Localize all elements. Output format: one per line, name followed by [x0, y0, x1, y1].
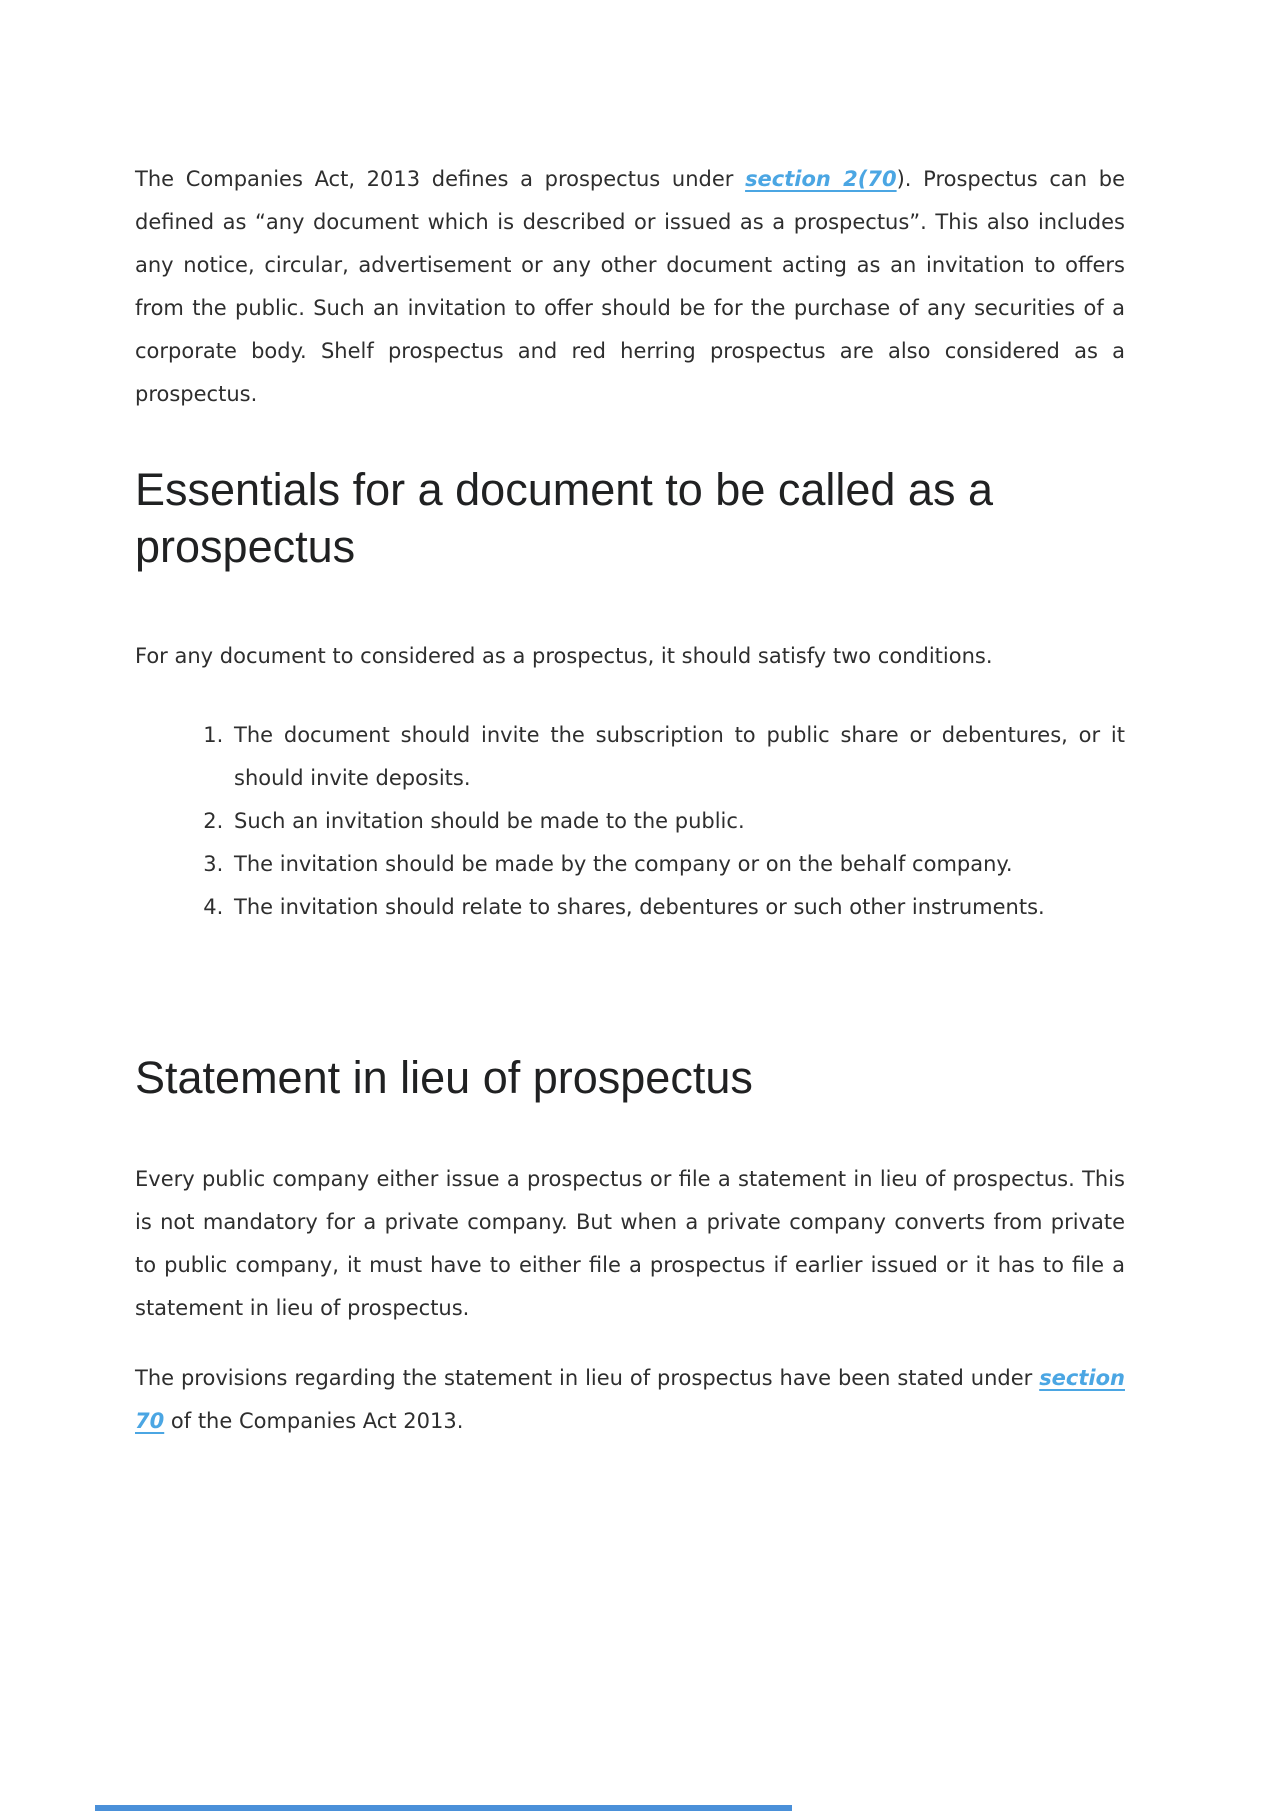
statement-paragraph: Every public company either issue a prospectus or file a statement in lieu of prospectus. This is not mandatory for a private company. But when a private company converts from private to public company, it must have to either file a prospectus if earlier issued or it has to file a statement in lieu of prospectus.: [135, 1167, 1125, 1320]
provisions-text-before-link: The provisions regarding the statement in lieu of prospectus have been stated under: [135, 1366, 1040, 1390]
section-70-link[interactable]: section 70: [135, 1366, 1125, 1433]
provisions-text-after-link: of the Companies Act 2013.: [164, 1409, 464, 1433]
condition-item-4: 4. The invitation should relate to shares, debentures or such other instruments.: [230, 886, 1125, 929]
condition-item-3: 3. The invitation should be made by the company or on the behalf company.: [230, 843, 1125, 886]
conditions-intro-paragraph: For any document to considered as a prospectus, it should satisfy two conditions.: [135, 644, 993, 668]
intro-paragraph: [135, 158, 1125, 416]
statement-heading: Statement in lieu of prospectus: [135, 1052, 753, 1103]
provisions-paragraph: [135, 1357, 1125, 1443]
intro-text-before-link: The Companies Act, 2013 defines a prospectus under: [135, 167, 746, 191]
conditions-list: [135, 714, 1125, 929]
condition-item-2: 2. Such an invitation should be made to the public.: [230, 800, 1125, 843]
intro-text-after-link: ). Prospectus can be defined as “any document which is described or issued as a prospectus”. This also includes any notice, circular, advertisement or any other document acting as an invitation to offers from the public. Such an invitation to offer should be for the purchase of any securities of a corporate body. Shelf prospectus and red herring prospectus are also considered as a prospectus.: [135, 167, 1125, 406]
section-2-70-link[interactable]: section 2(70: [745, 167, 897, 191]
condition-item-1: 1. The document should invite the subscription to public share or debentures, or it should invite deposits.: [230, 714, 1125, 800]
bottom-divider: [95, 1805, 792, 1811]
essentials-heading: Essentials for a document to be called as a prospectus: [135, 464, 993, 572]
